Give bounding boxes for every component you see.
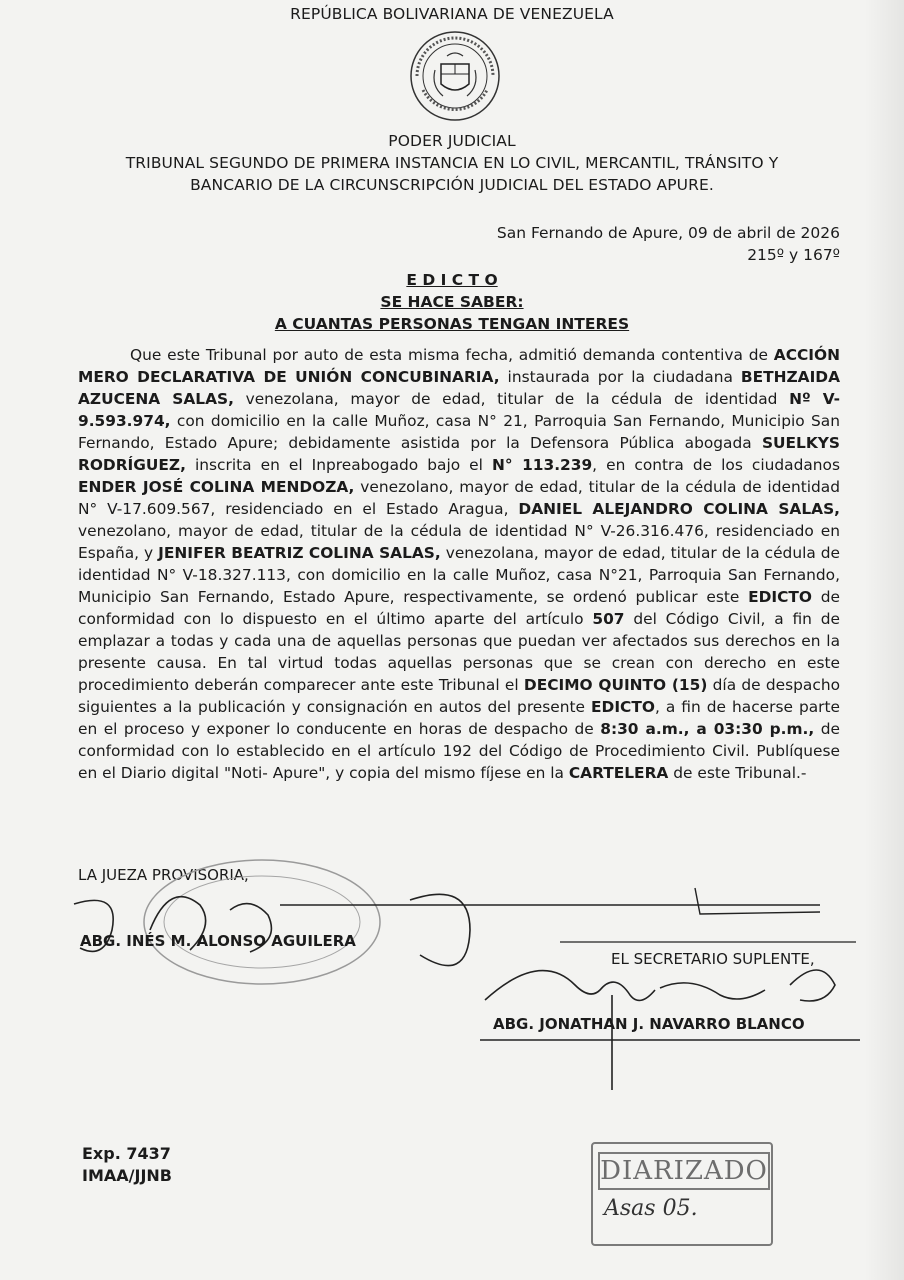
body-bold: BETHZAIDA AZUCENA SALAS, — [78, 368, 840, 408]
branch-heading: PODER JUDICIAL — [388, 132, 516, 150]
diarizado-handwritten-note: Asas 05. — [604, 1196, 698, 1221]
body-bold: N° 113.239 — [491, 456, 593, 474]
body-bold: CARTELERA — [568, 764, 669, 782]
body-text: inscrita en el Inpreabogado bajo el — [185, 456, 492, 474]
body-bold: 8:30 a.m., a 03:30 p.m., — [600, 720, 815, 738]
court-heading-line2: BANCARIO DE LA CIRCUNSCRIPCIÓN JUDICIAL DEL ESTADO APURE. — [190, 176, 714, 194]
body-text: de conformidad con lo dispuesto en el último aparte del artículo — [78, 588, 840, 628]
body-bold: EDICTO — [591, 698, 655, 716]
judge-title: LA JUEZA PROVISORIA, — [78, 866, 249, 884]
body-bold: JENIFER BEATRIZ COLINA SALAS, — [158, 544, 441, 562]
body-bold: DANIEL ALEJANDRO COLINA SALAS, — [518, 500, 840, 518]
judge-name: ABG. INÉS M. ALONSO AGUILERA — [80, 932, 356, 950]
judge-signature-tail — [695, 888, 820, 914]
body-text: , a fin de hacerse parte en el proceso y exponer lo conducente en horas de despacho de — [78, 698, 841, 738]
republic-heading: REPÚBLICA BOLIVARIANA DE VENEZUELA — [290, 5, 614, 23]
body-bold: ACCIÓN MERO DECLARATIVA DE UNIÓN CONCUBINARIA, — [78, 346, 840, 386]
judge-court-seal — [144, 860, 380, 984]
body-text: con domicilio en la calle Muñoz, casa N° 21, Parroquia San Fernando, Municipio San Fernando, Estado Apure; debidamente asistida por la Defensora Pública abogada — [78, 412, 840, 452]
body-bold: EDICTO — [748, 588, 812, 606]
body-text: día de despacho siguientes a la publicación y consignación en autos del presente — [78, 676, 840, 716]
body-text: , en contra de los ciudadanos — [592, 456, 840, 474]
body-bold: SUELKYS RODRÍGUEZ, — [78, 434, 840, 474]
secretary-title: EL SECRETARIO SUPLENTE, — [611, 950, 815, 968]
expediente-number: Exp. 7437 — [82, 1144, 171, 1163]
secretary-name: ABG. JONATHAN J. NAVARRO BLANCO — [493, 1015, 805, 1033]
body-text: Que este Tribunal por auto de esta misma fecha, admitió demanda contentiva de — [130, 346, 774, 364]
diarizado-stamp-title: DIARIZADO — [598, 1152, 770, 1190]
body-bold: 507 — [592, 610, 625, 628]
body-text: venezolana, mayor de edad, titular de la cédula de identidad — [233, 390, 790, 408]
body-bold: Nº V-9.593.974, — [78, 390, 840, 430]
body-text: de este Tribunal.- — [668, 764, 807, 782]
era-years: 215º y 167º — [747, 246, 840, 264]
body-bold: DECIMO QUINTO (15) — [523, 676, 708, 694]
body-text: venezolana, mayor de edad, titular de la cédula de identidad N° V-18.327.113, con domicilio en la calle Muñoz, casa N°21, Parroquia San Fernando, Municipio San Fernando, Estado Apure, respectivamente, se ordenó publicar este — [78, 544, 841, 606]
place-date: San Fernando de Apure, 09 de abril de 2026 — [496, 224, 840, 242]
body-text: instaurada por la ciudadana — [499, 368, 741, 386]
a-cuantas-personas-title: A CUANTAS PERSONAS TENGAN INTERES — [274, 315, 630, 333]
se-hace-saber-title: SE HACE SABER: — [380, 293, 524, 311]
body-text: venezolano, mayor de edad, titular de la cédula de identidad N° V-26.316.476, residenciado en España, y — [78, 522, 840, 562]
body-text: del Código Civil, a fin de emplazar a todas y cada una de aquellas personas que puedan ver afectados sus derechos en la presente causa. En tal virtud todas aquellas personas que se crean con derecho en este procedimiento deberán comparecer ante este Tribunal el — [78, 610, 840, 694]
edicto-title: E D I C T O — [406, 271, 498, 289]
judge-court-seal-inner — [164, 876, 360, 968]
body-text: venezolano, mayor de edad, titular de la cédula de identidad N° V-17.609.567, residenciado en el Estado Aragua, — [78, 478, 840, 518]
court-heading-line1: TRIBUNAL SEGUNDO DE PRIMERA INSTANCIA EN LO CIVIL, MERCANTIL, TRÁNSITO Y — [125, 154, 779, 172]
body-bold: ENDER JOSÉ COLINA MENDOZA, — [78, 478, 355, 496]
body-text: de conformidad con lo establecido en el artículo 192 del Código de Procedimiento Civil. Publíquese en el Diario digital "Noti- Apure", y copia del mismo fíjese en la — [78, 720, 840, 782]
initials: IMAA/JJNB — [82, 1166, 172, 1185]
